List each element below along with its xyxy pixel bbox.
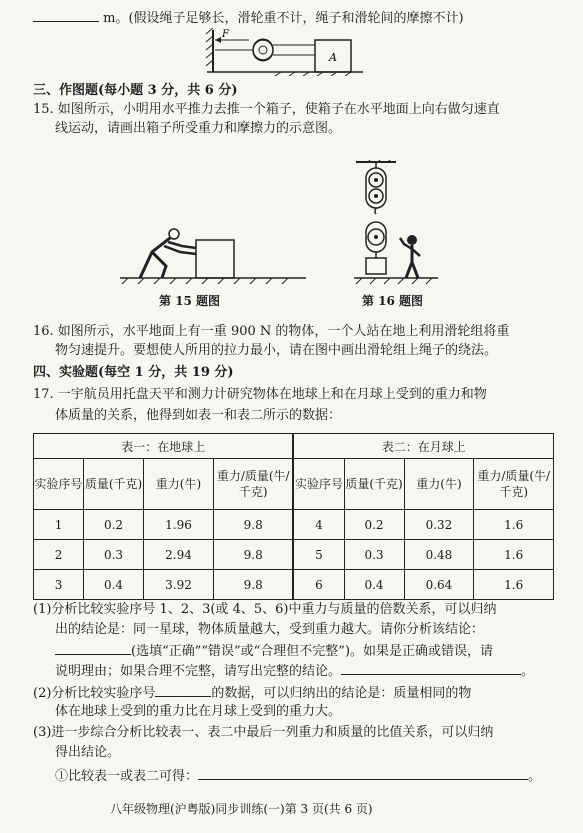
q17-p2-line1: (2)分析比较实验序号 的数据，可以归纳出的结论是：质量相同的物 (33, 683, 471, 703)
header-mass: 质量(千克) (344, 459, 404, 510)
q16-line2: 物匀速提升。要想使人所用的拉力最小，请在图中画出滑轮组上绳子的绕法。 (55, 343, 498, 358)
table2-title: 表二：在月球上 (293, 434, 553, 459)
header-ratio: 重力/质量(牛/千克) (213, 459, 293, 510)
q17-data-table (33, 433, 554, 600)
q15-caption: 第 15 题图 (159, 294, 221, 308)
section4-title: 四、实验题(每空 1 分，共 19 分) (33, 365, 234, 380)
force-label: F (222, 29, 229, 40)
header-trial: 实验序号 (34, 459, 84, 510)
q17-line2: 体质量的关系，他得到如表一和表二所示的数据： (55, 408, 342, 423)
table-row: 1 0.2 1.96 9.8 4 0.2 0.32 1.6 (34, 510, 554, 540)
q17-p3-line1: (3)进一步综合分析比较表一、表二中最后一列重力和质量的比值关系，可以归纳 (33, 725, 494, 740)
header-gravity: 重力(牛) (404, 459, 474, 510)
section3-title: 三、作图题(每小题 3 分，共 6 分) (33, 83, 238, 98)
q15-figure (118, 222, 308, 284)
table1-title: 表一：在地球上 (34, 434, 294, 459)
q14-tail-text: m。(假设绳子足够长，滑轮重不计，绳子和滑轮间的摩擦不计) (103, 11, 464, 26)
header-mass: 质量(千克) (84, 459, 144, 510)
q17-p1-line1: (1)分析比较实验序号 1、2、3(或 4、5、6)中重力与质量的倍数关系，可以归纳 (33, 602, 497, 617)
answer-blank[interactable] (341, 661, 521, 675)
q14-tail-line (33, 8, 464, 28)
q16-figure (352, 160, 442, 288)
q17-p1-line3: (选填“正确”“错误”或“合理但不完整”)。如果是正确或错误，请 (55, 641, 493, 661)
answer-blank[interactable] (198, 766, 528, 780)
q15-line2: 线运动，请画出箱子所受重力和摩擦力的示意图。 (55, 121, 342, 136)
q17-p1-line4: 说明理由；如果合理不完整，请写出完整的结论。 。 (55, 661, 534, 681)
q16-line1: 16. 如图所示，水平地面上有一重 900 N 的物体，一个人站在地上利用滑轮组将重 (33, 324, 510, 339)
header-gravity: 重力(牛) (144, 459, 214, 510)
header-ratio: 重力/质量(牛/千克) (474, 459, 554, 510)
table-row: 3 0.4 3.92 9.8 6 0.4 0.64 1.6 (34, 570, 554, 600)
header-trial: 实验序号 (293, 459, 344, 510)
answer-blank (33, 8, 99, 22)
block-a-label: A (329, 51, 337, 64)
page-footer: 八年级物理(沪粤版)同步训练(一)第 3 页(共 6 页) (110, 802, 373, 816)
answer-blank[interactable] (55, 641, 131, 655)
answer-blank[interactable] (155, 683, 211, 697)
weight-block (366, 258, 386, 274)
box (196, 240, 234, 278)
q14-pulley-figure (205, 28, 365, 76)
q17-p1-line2: 出的结论是：同一星球，物体质量越大，受到重力越大。请你分析该结论： (55, 622, 485, 637)
q15-line1: 15. 如图所示，小明用水平推力去推一个箱子，使箱子在水平地面上向右做匀速直 (33, 102, 500, 117)
q17-line1: 17. 一宇航员用托盘天平和测力计研究物体在地球上和在月球上受到的重力和物 (33, 387, 487, 402)
table-row: 2 0.3 2.94 9.8 5 0.3 0.48 1.6 (34, 540, 554, 570)
q17-p3-line3: ①比较表一或表二可得： 。 (55, 766, 541, 786)
q17-p3-line2: 得出结论。 (55, 745, 121, 760)
q16-caption: 第 16 题图 (362, 294, 424, 308)
q17-p2-line2: 体在地球上受到的重力比在月球上受到的重力大。 (55, 704, 342, 719)
